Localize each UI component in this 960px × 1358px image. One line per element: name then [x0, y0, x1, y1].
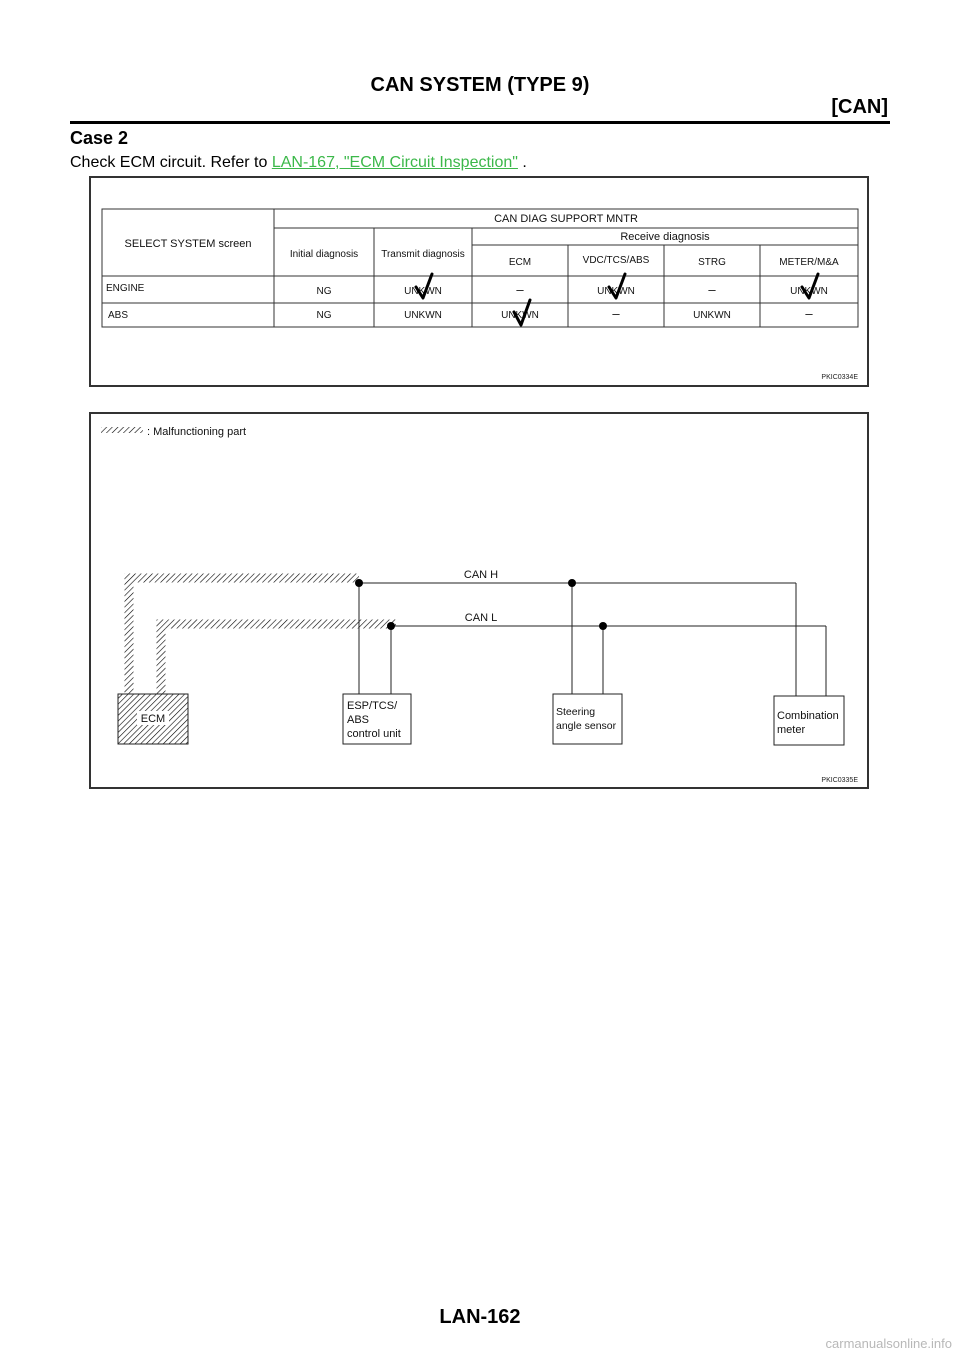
legend-text: : Malfunctioning part [147, 426, 247, 438]
abs-rx-ecm: UNKWN [501, 310, 539, 321]
document-title: CAN SYSTEM (TYPE 9) [370, 74, 590, 96]
malfunction-path-l [161, 624, 396, 694]
circuit-figure [89, 412, 869, 789]
select-system-header: SELECT SYSTEM screen [124, 238, 252, 250]
engine-transmit: UNKWN [404, 286, 442, 297]
reference-text: Check ECM circuit. Refer to [70, 154, 272, 171]
diag-table-figure [89, 176, 869, 387]
engine-rx-ecm: – [516, 282, 524, 297]
reference-line [70, 154, 527, 172]
row-abs-label: ABS [108, 310, 129, 321]
engine-rx-strg: – [708, 282, 716, 297]
reference-link[interactable]: LAN-167, "ECM Circuit Inspection" [271, 154, 518, 171]
header-rule [70, 121, 890, 124]
receive-col-strg: STRG [698, 257, 726, 268]
splice-point [355, 579, 363, 587]
initial-diagnosis-header: Initial diagnosis [289, 249, 359, 260]
can-l-label: CAN L [464, 612, 498, 624]
abs-rx-strg: UNKWN [693, 310, 731, 321]
reference-tail: . [517, 154, 527, 171]
abs-initial: NG [316, 310, 332, 321]
splice-point [568, 579, 576, 587]
can-h-label: CAN H [463, 569, 499, 581]
meter-label-line1: Combination [777, 710, 839, 722]
abs-rx-meter: – [805, 306, 813, 321]
abs-rx-vdc: – [612, 306, 620, 321]
row-engine-label: ENGINE [106, 283, 145, 294]
figure-code: PKIC0335E [821, 777, 858, 784]
watermark: carmanualsonline.info [825, 1336, 952, 1351]
circuit-svg [91, 414, 867, 787]
support-monitor-header: CAN DIAG SUPPORT MNTR [494, 213, 638, 225]
esp-label-line1: ESP/TCS/ [347, 700, 398, 712]
splice-point [599, 622, 607, 630]
steering-label-line1: Steering [556, 706, 596, 718]
hatch-legend-icon [101, 427, 143, 433]
engine-rx-vdc: UNKWN [597, 286, 635, 297]
receive-col-meter: METER/M&A [779, 257, 839, 268]
steering-angle-sensor [553, 694, 622, 744]
engine-initial: NG [316, 286, 332, 297]
esp-label-line3: control unit [347, 728, 401, 740]
section-tag: [CAN] [831, 96, 888, 118]
steering-label-line2: angle sensor [556, 720, 617, 732]
ecm-label: ECM [140, 713, 166, 725]
receive-diagnosis-header: Receive diagnosis [620, 231, 710, 243]
receive-col-vdc: VDC/TCS/ABS [582, 255, 650, 266]
page-number: LAN-162 [439, 1306, 521, 1328]
receive-col-ecm: ECM [508, 257, 532, 268]
abs-transmit: UNKWN [404, 310, 442, 321]
meter-label-line2: meter [777, 724, 806, 736]
case-heading: Case 2 [70, 128, 129, 148]
transmit-diagnosis-header: Transmit diagnosis [381, 249, 465, 260]
engine-rx-meter: UNKWN [790, 286, 828, 297]
splice-point [387, 622, 395, 630]
diag-table-svg [91, 178, 867, 385]
esp-label-line2: ABS [347, 714, 370, 726]
figure-code: PKIC0334E [821, 374, 858, 381]
